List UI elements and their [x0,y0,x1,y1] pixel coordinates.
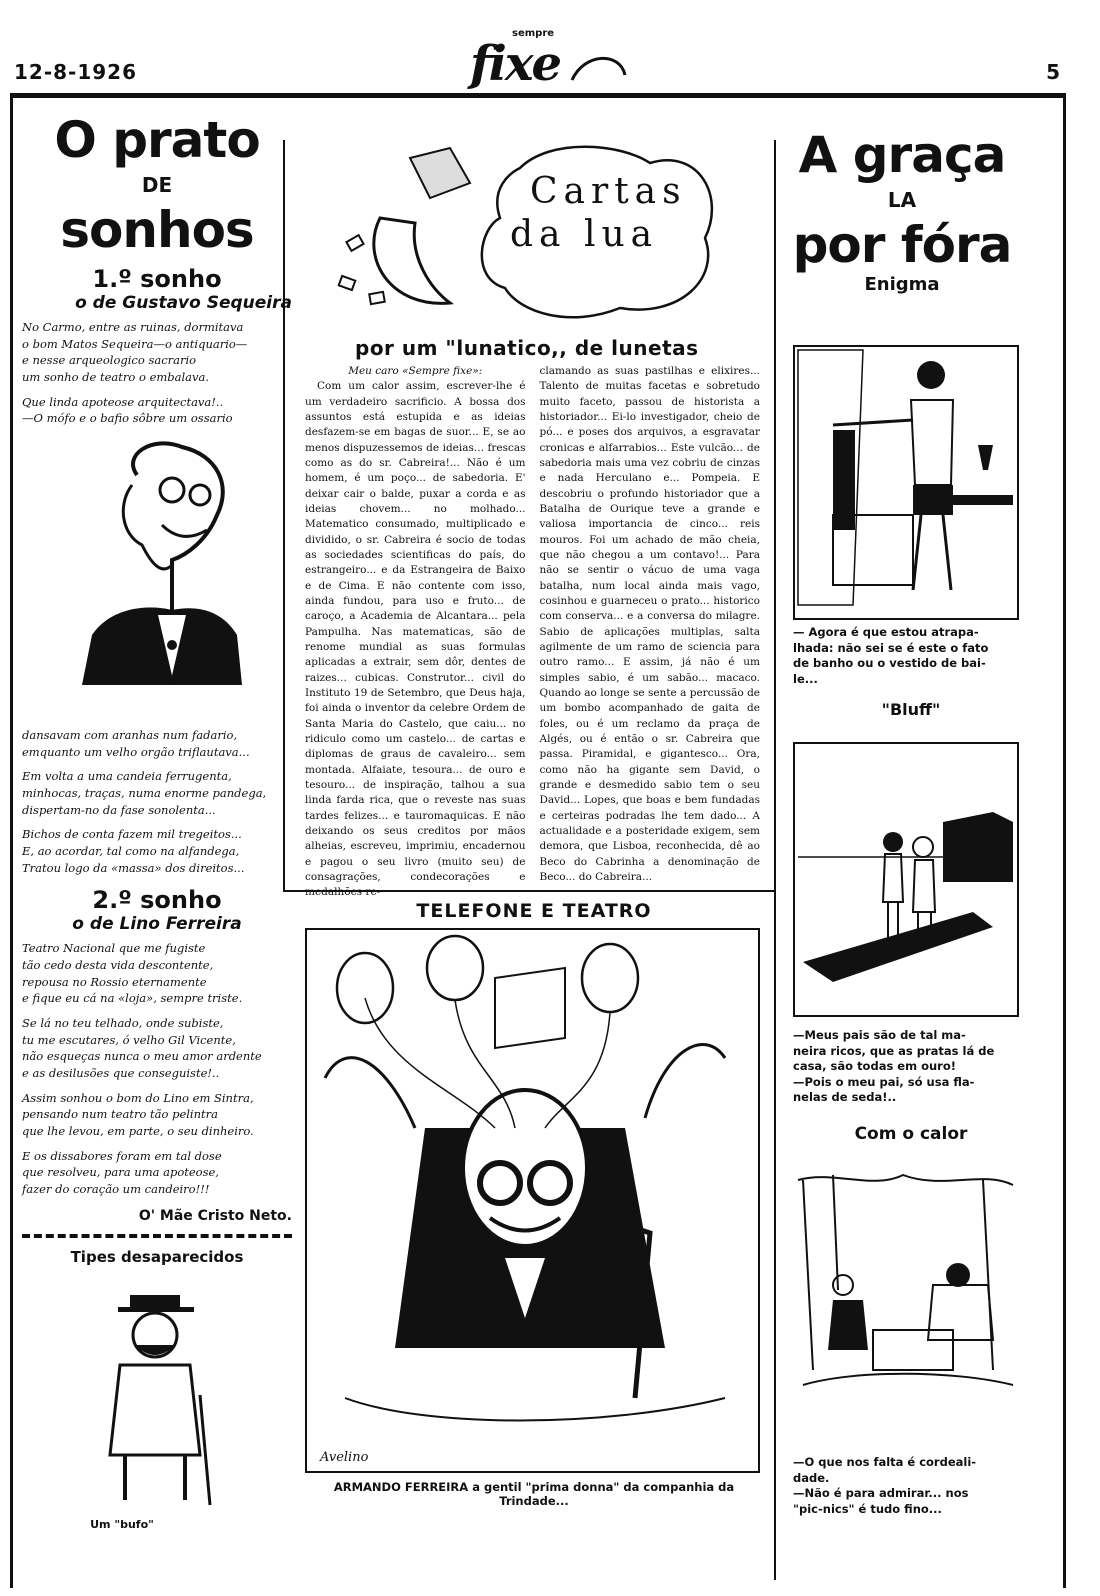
poem-signature: O' Mãe Cristo Neto. [138,1207,292,1224]
enigma-cartoon [793,345,1019,620]
verse-line: não esqueças nunca o meu amor ardente [22,1049,262,1064]
sonho2-subtitle: o de Lino Ferreira [72,914,242,935]
verse-line: Assim sonhou o bom do Lino em Sintra, [22,1090,254,1105]
caption-line: lhada: não sei se é este o fato [793,640,989,655]
verse-line: Teatro Nacional que me fugiste [22,941,206,956]
verse-line: que lhe levou, em parte, o seu dinheiro. [22,1124,254,1139]
caption-line: —O que nos falta é cordeali- [793,1455,977,1469]
title-de: DE [141,173,173,197]
caption-line: —Não é para admirar... nos [793,1486,969,1501]
verse-stanza [22,1148,292,1198]
sonho1-heading: 1.º sonho [92,265,222,293]
verse-line: tu me escutares, ó velho Gil Vicente, [22,1032,236,1047]
verse-stanza [22,394,292,427]
com-o-calor-heading: Com o calor [854,1124,968,1144]
title-a-graca: A graça [798,126,1006,184]
caption-line: —Pois o meu pai, só usa fla- [793,1074,975,1089]
enigma-heading: Enigma [864,274,940,295]
title-o-prato: O prato [54,111,260,169]
verse-stanza [22,727,292,760]
logo-small-text: sempre [512,28,555,39]
caption-line: casa, são todas em ouro! [793,1059,956,1074]
article-body [305,364,760,900]
issue-date: 12-8-1926 [14,60,138,84]
caption-line: — Agora é que estou atrapa- [793,625,979,639]
verse-line: o bom Matos Sequeira—o antiquario— [22,336,248,351]
picnic-cartoon [793,1170,1019,1400]
verse-stanza [22,1015,292,1082]
verse-line: No Carmo, entre as ruinas, dormitava [22,320,244,334]
verse-stanza [22,940,292,1007]
cartas-title-line1: Cartas [530,171,687,212]
caption-line: dade. [793,1470,830,1485]
article-byline: por um "lunatico,, de lunetas [355,336,699,360]
article-greeting: Meu caro «Sempre fixe»: [348,365,483,377]
verse-line: e as desilusões que conseguiste!.. [22,1066,220,1081]
sonho2-verses [22,940,292,1197]
verse-line: E, ao acordar, tal como na alfandega, [22,844,240,859]
sonho1-verses [22,319,292,427]
verse-stanza [22,826,292,876]
picnic-caption [793,1455,1029,1517]
telefone-teatro-caption: ARMANDO FERREIRA a gentil "prima donna" da companhia da Trindade... [333,1480,735,1509]
verse-line: emquanto um velho orgão triflautava... [22,744,250,759]
column-divider-right [774,140,776,1580]
verse-line: Em volta a uma candeia ferrugenta, [22,769,232,784]
verse-line: dansavam com aranhas num fadario, [22,728,238,743]
bluff-cartoon [793,742,1019,1017]
verse-line: pensando num teatro tão pelintra [22,1107,218,1122]
verse-line: E os dissabores foram em tal dose [22,1148,222,1163]
page-number: 5 [1046,60,1060,84]
caption-line: "pic-nics" é tudo fino... [793,1501,942,1516]
verse-stanza [22,768,292,818]
caption-line: neira ricos, que as pratas lá de [793,1043,995,1058]
verse-stanza [22,319,292,386]
caption-line: le... [793,671,818,686]
verse-line: e nesse arqueologico sacrario [22,353,197,368]
verse-stanza [22,1090,292,1140]
verse-line: repousa no Rossio eternamente [22,974,207,989]
enigma-caption [793,625,1029,687]
verse-line: Se lá no teu telhado, onde subiste, [22,1016,224,1031]
title-la: LA [887,188,917,212]
article-column-2 [540,364,761,900]
verse-line: um sonho de teatro o embalava. [22,370,210,385]
verse-line: —O mófo e o bafio sôbre um ossario [22,411,233,426]
verse-line: tão cedo desta vida descontente, [22,958,214,973]
sonho1-subtitle: o de Gustavo Sequeira [75,293,292,313]
sonho2-heading: 2.º sonho [92,886,222,915]
logo-swash-icon [570,50,630,90]
article-text-2: clamando as suas pastilhas e elixires... Talento de muitas facetas e sobretudo muito faceto, passou de historista a historiador... Ei-lo investigador, cheio de pó... e poses dos arquivos, a esgravatar cronicas e alfarrabios... Este vulcão... de sabedoria mais uma vez cobriu de cinzas e nada Herculano e... Pompeia. E descobriu o profundo historiador que a Batalha de Ourique teve a grande e valiosa importancia de cinco... reis mouros. Foi um achado de mão cheia, que não chegou a um contavo!... Para não se sentir o vácuo de uma vaga batalha, num local ainda mais vago, cosinhou e guarneceu o prato... historico com conserva... e a conversa do milagre. Sabio de aplicações multiplas, salta agilmente de um ramo de sciencia para outro ramo... E assim, já não é um simples sabio, é um sabão... macaco. Quando ao longe se sente a percussão de um bombo acompanhado de gaita de foles, ou é um reclamo da praça de Algés, ou é então o sr. Cabreira que passa. Piramidal, e gigantesco... Ora, como não ha gigante sem David, o grande e desmedido sabio tem o seu David... Lopes, que boas e bem fundadas e certeiras podradas lhe tem dado... A actualidade e a posteridade exigem, sem demora, que Lisboa, reconhecida, dê ao Beco do Cabrinha a denominação de Beco... do Cabreira... [539,365,760,883]
verse-line: Bichos de conta fazem mil tregeitos... [22,827,242,842]
tipos-heading: Tipes desaparecidos [70,1247,244,1266]
caption-line: de banho ou o vestido de bai- [793,656,986,671]
verse-line: e fique eu cá na «loja», sempre triste. [22,991,243,1006]
right-column [784,126,1020,295]
cartoon-signature: Avelino [320,1450,369,1465]
verse-line: que resolveu, para uma apoteose, [22,1165,219,1180]
masthead [0,0,1100,95]
title-por-fora: por fóra [792,216,1012,274]
verse-line: Tratou logo da «massa» dos direitos... [22,860,245,875]
verse-line: Que linda apoteose arquitectava!.. [22,394,224,409]
cartas-da-lua-title [510,170,687,256]
logo-text: fixe [470,36,561,92]
dashed-divider [22,1234,292,1238]
article-column-1 [305,364,526,900]
bufo-drawing [80,1285,230,1510]
caption-line: nelas de seda!.. [793,1090,897,1105]
telefone-teatro-cartoon [305,928,760,1473]
title-sonhos: sonhos [60,201,254,259]
cartas-title-line2: da lua [510,214,659,256]
bufo-caption: Um "bufo" [90,1518,154,1531]
verse-line: fazer do coração um candeiro!!! [22,1182,210,1197]
caricature-sequeira [22,435,292,727]
left-column [22,111,292,1266]
sonho1-verses-continued [22,727,292,876]
caption-line: —Meus pais são de tal ma- [793,1028,966,1042]
article-text-1: Com um calor assim, escrever-lhe é um verdadeiro sacrificio. A bossa dos assuntos está estupida e as ideias desfazem-se em bagas de suor... E, se ao menos dispuzessemos de ideias... frescas como as do sr. Cabreira!... Não é um homem, é um poço... de sabedoria. E' deixar cair o balde, puxar a corda e as ideias chovem... no molhado... Matematico consumado, multiplicado e dividido, o sr. Cabreira é socio de todas as sociedades scientificas do país, do estrangeiro... e da Estrangeira de Baixo e de Cima. E não contente com isso, ainda fundou, para uso e fruto... de caroço, a Academia de Alcantara... pela Pampulha. Nas matematicas, são de renome mundial as suas formulas aplicadas a extrair, sem dôr, dentes de raizes... cubicas. Construtor... civil do Instituto 19 de Setembro, que Deus haja, foi ainda o inventor da celebre Ordem de Santa Maria do Castelo, que caiu... no ridiculo como um castelo... de cartas e diplomas de graus de cavaleiro... sem montada. Alfaiate, tesoura... de ouro e tesouro... de inspiração, talhou a sua linda farda rica, que o reveste nas suas tardes felizes... e tauromaquicas. E não deixando os seus creditos por mãos alheias, escreveu, imprimiu, encadernou e pagou o seu livro (muito seu) de consagrações, condecorações e medalhões re- [305,380,526,899]
bluff-heading: "Bluff" [881,700,941,719]
telefone-teatro-title: TELEFONE E TEATRO [416,900,652,922]
newspaper-logo [470,28,630,92]
bluff-caption [793,1028,1029,1106]
verse-line: minhocas, traças, numa enorme pandega, [22,786,267,801]
verse-line: dispertam-no da fase sonolenta... [22,802,216,817]
